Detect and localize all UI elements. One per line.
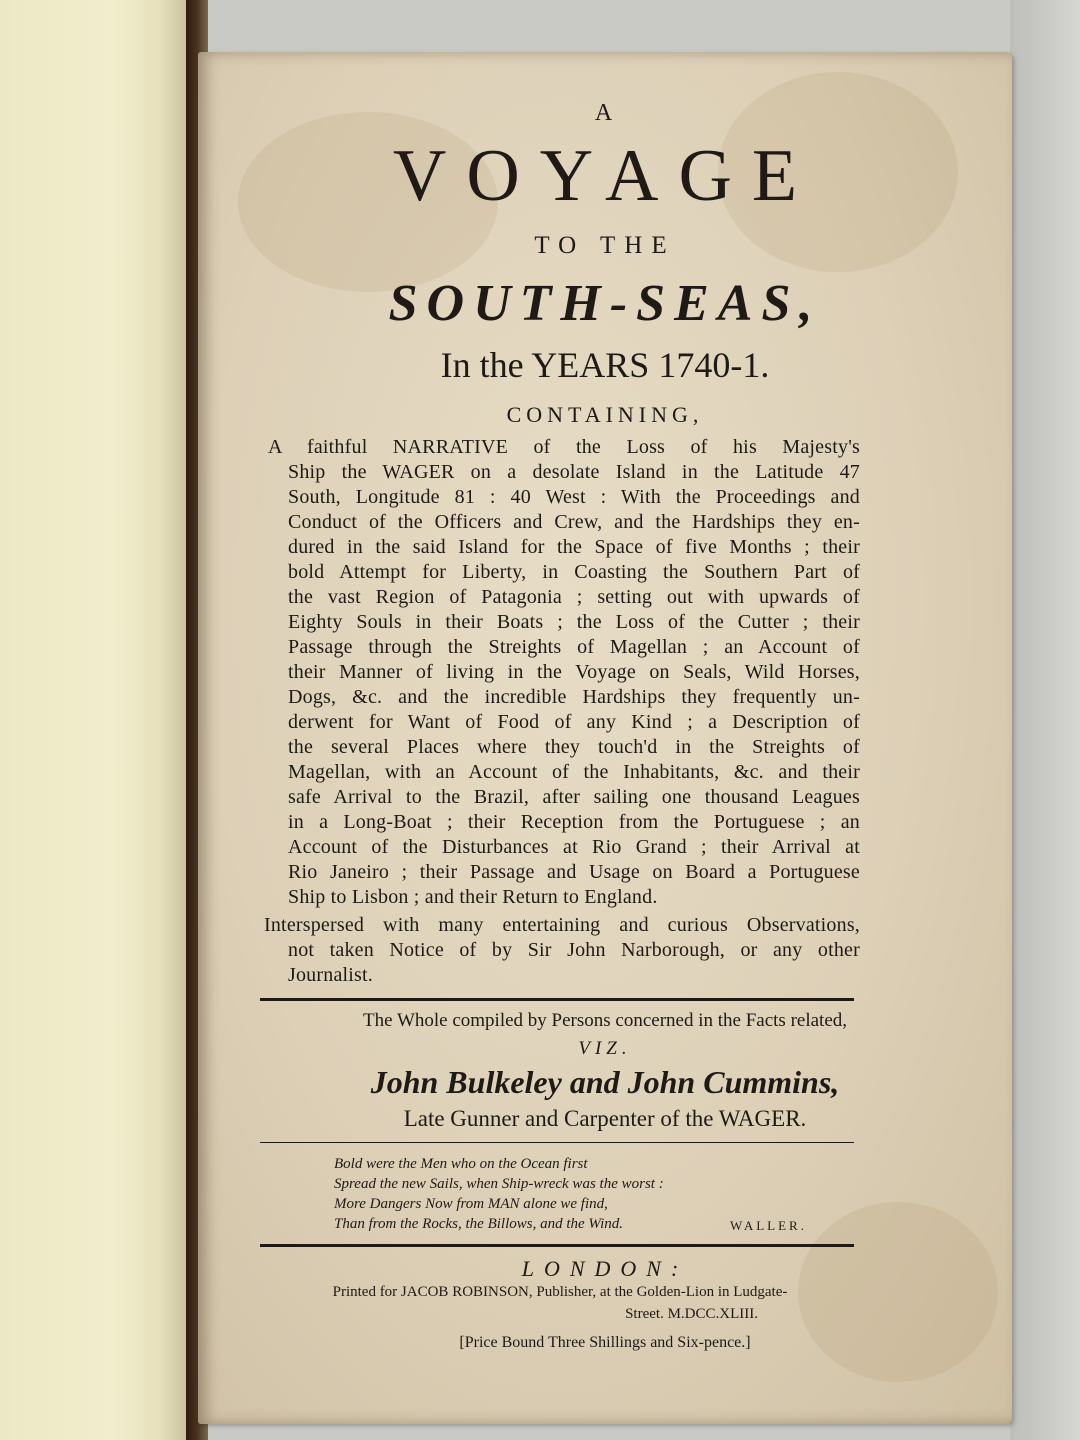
narrative-line: Conduct of the Officers and Crew, and the Hardships they en- <box>288 511 860 533</box>
verse-line: Bold were the Men who on the Ocean first <box>334 1156 588 1172</box>
narrative-line: Passage through the Streights of Magellan ; an Account of <box>288 636 860 658</box>
verse-attribution: WALLER. <box>730 1218 807 1233</box>
title-to-the: TO THE <box>534 232 676 259</box>
background-right <box>1010 0 1080 1440</box>
narrative-line: dured in the said Island for the Space of five Months ; their <box>288 536 860 558</box>
divider-rule <box>260 1244 854 1247</box>
verse-line: More Dangers Now from MAN alone we find, <box>334 1196 608 1212</box>
narrative-line: South, Longitude 81 : 40 West : With the Proceedings and <box>288 486 860 508</box>
verse-line: Than from the Rocks, the Billows, and the Wind. <box>334 1216 624 1232</box>
title-years: In the YEARS 1740-1. <box>440 345 770 385</box>
title-main: VOYAGE <box>392 135 818 217</box>
price-note: [Price Bound Three Shillings and Six-pence.] <box>459 1334 751 1351</box>
authors: John Bulkeley and John Cummins, <box>370 1064 840 1100</box>
imprint-line-2: Street. M.DCC.XLIII. <box>625 1306 758 1322</box>
narrative-line: in a Long-Boat ; their Reception from the Portuguese ; an <box>288 811 860 833</box>
narrative-line: bold Attempt for Liberty, in Coasting the Southern Part of <box>288 561 860 583</box>
divider-rule <box>260 998 854 1001</box>
authors-role: Late Gunner and Carpenter of the WAGER. <box>403 1106 807 1131</box>
interspersed-line: Journalist. <box>288 964 373 986</box>
narrative-line: Ship to Lisbon ; and their Return to England. <box>288 886 658 908</box>
title-article: A <box>594 100 616 126</box>
narrative-line: Rio Janeiro ; their Passage and Usage on Board a Portuguese <box>288 861 860 883</box>
endpaper-left <box>0 0 190 1440</box>
narrative-line: their Manner of living in the Voyage on Seals, Wild Horses, <box>288 661 860 683</box>
compiled-by: The Whole compiled by Persons concerned in the Facts related, <box>363 1010 847 1031</box>
title-destination: SOUTH-SEAS, <box>388 275 822 332</box>
containing-heading: CONTAINING, <box>506 402 704 427</box>
interspersed-line: not taken Notice of by Sir John Narborough, or any other <box>288 939 860 961</box>
narrative-line: safe Arrival to the Brazil, after sailing one thousand Leagues <box>288 786 860 808</box>
narrative-line: Eighty Souls in their Boats ; the Loss of the Cutter ; their <box>288 611 860 633</box>
narrative-line: A faithful NARRATIVE of the Loss of his Majesty's <box>268 436 860 458</box>
narrative-line: Account of the Disturbances at Rio Grand ; their Arrival at <box>288 836 860 858</box>
narrative-line: Magellan, with an Account of the Inhabitants, &c. and their <box>288 761 860 783</box>
narrative-line: the several Places where they touch'd in the Streights of <box>288 736 860 758</box>
narrative-line: Ship the WAGER on a desolate Island in the Latitude 47 <box>288 461 860 483</box>
verse-line: Spread the new Sails, when Ship-wreck was the worst : <box>334 1176 664 1192</box>
interspersed-line: Interspersed with many entertaining and curious Observations, <box>264 914 860 936</box>
narrative-line: derwent for Want of Food of any Kind ; a Description of <box>288 711 860 733</box>
imprint-city: LONDON: <box>521 1256 689 1281</box>
narrative-line: the vast Region of Patagonia ; setting out with upwards of <box>288 586 860 608</box>
viz-label: VIZ. <box>578 1038 632 1059</box>
divider-rule <box>260 1142 854 1143</box>
imprint-line-1: Printed for JACOB ROBINSON, Publisher, at the Golden-Lion in Ludgate- <box>332 1284 788 1300</box>
title-page <box>198 52 1012 1424</box>
narrative-line: Dogs, &c. and the incredible Hardships they frequently un- <box>288 686 860 708</box>
